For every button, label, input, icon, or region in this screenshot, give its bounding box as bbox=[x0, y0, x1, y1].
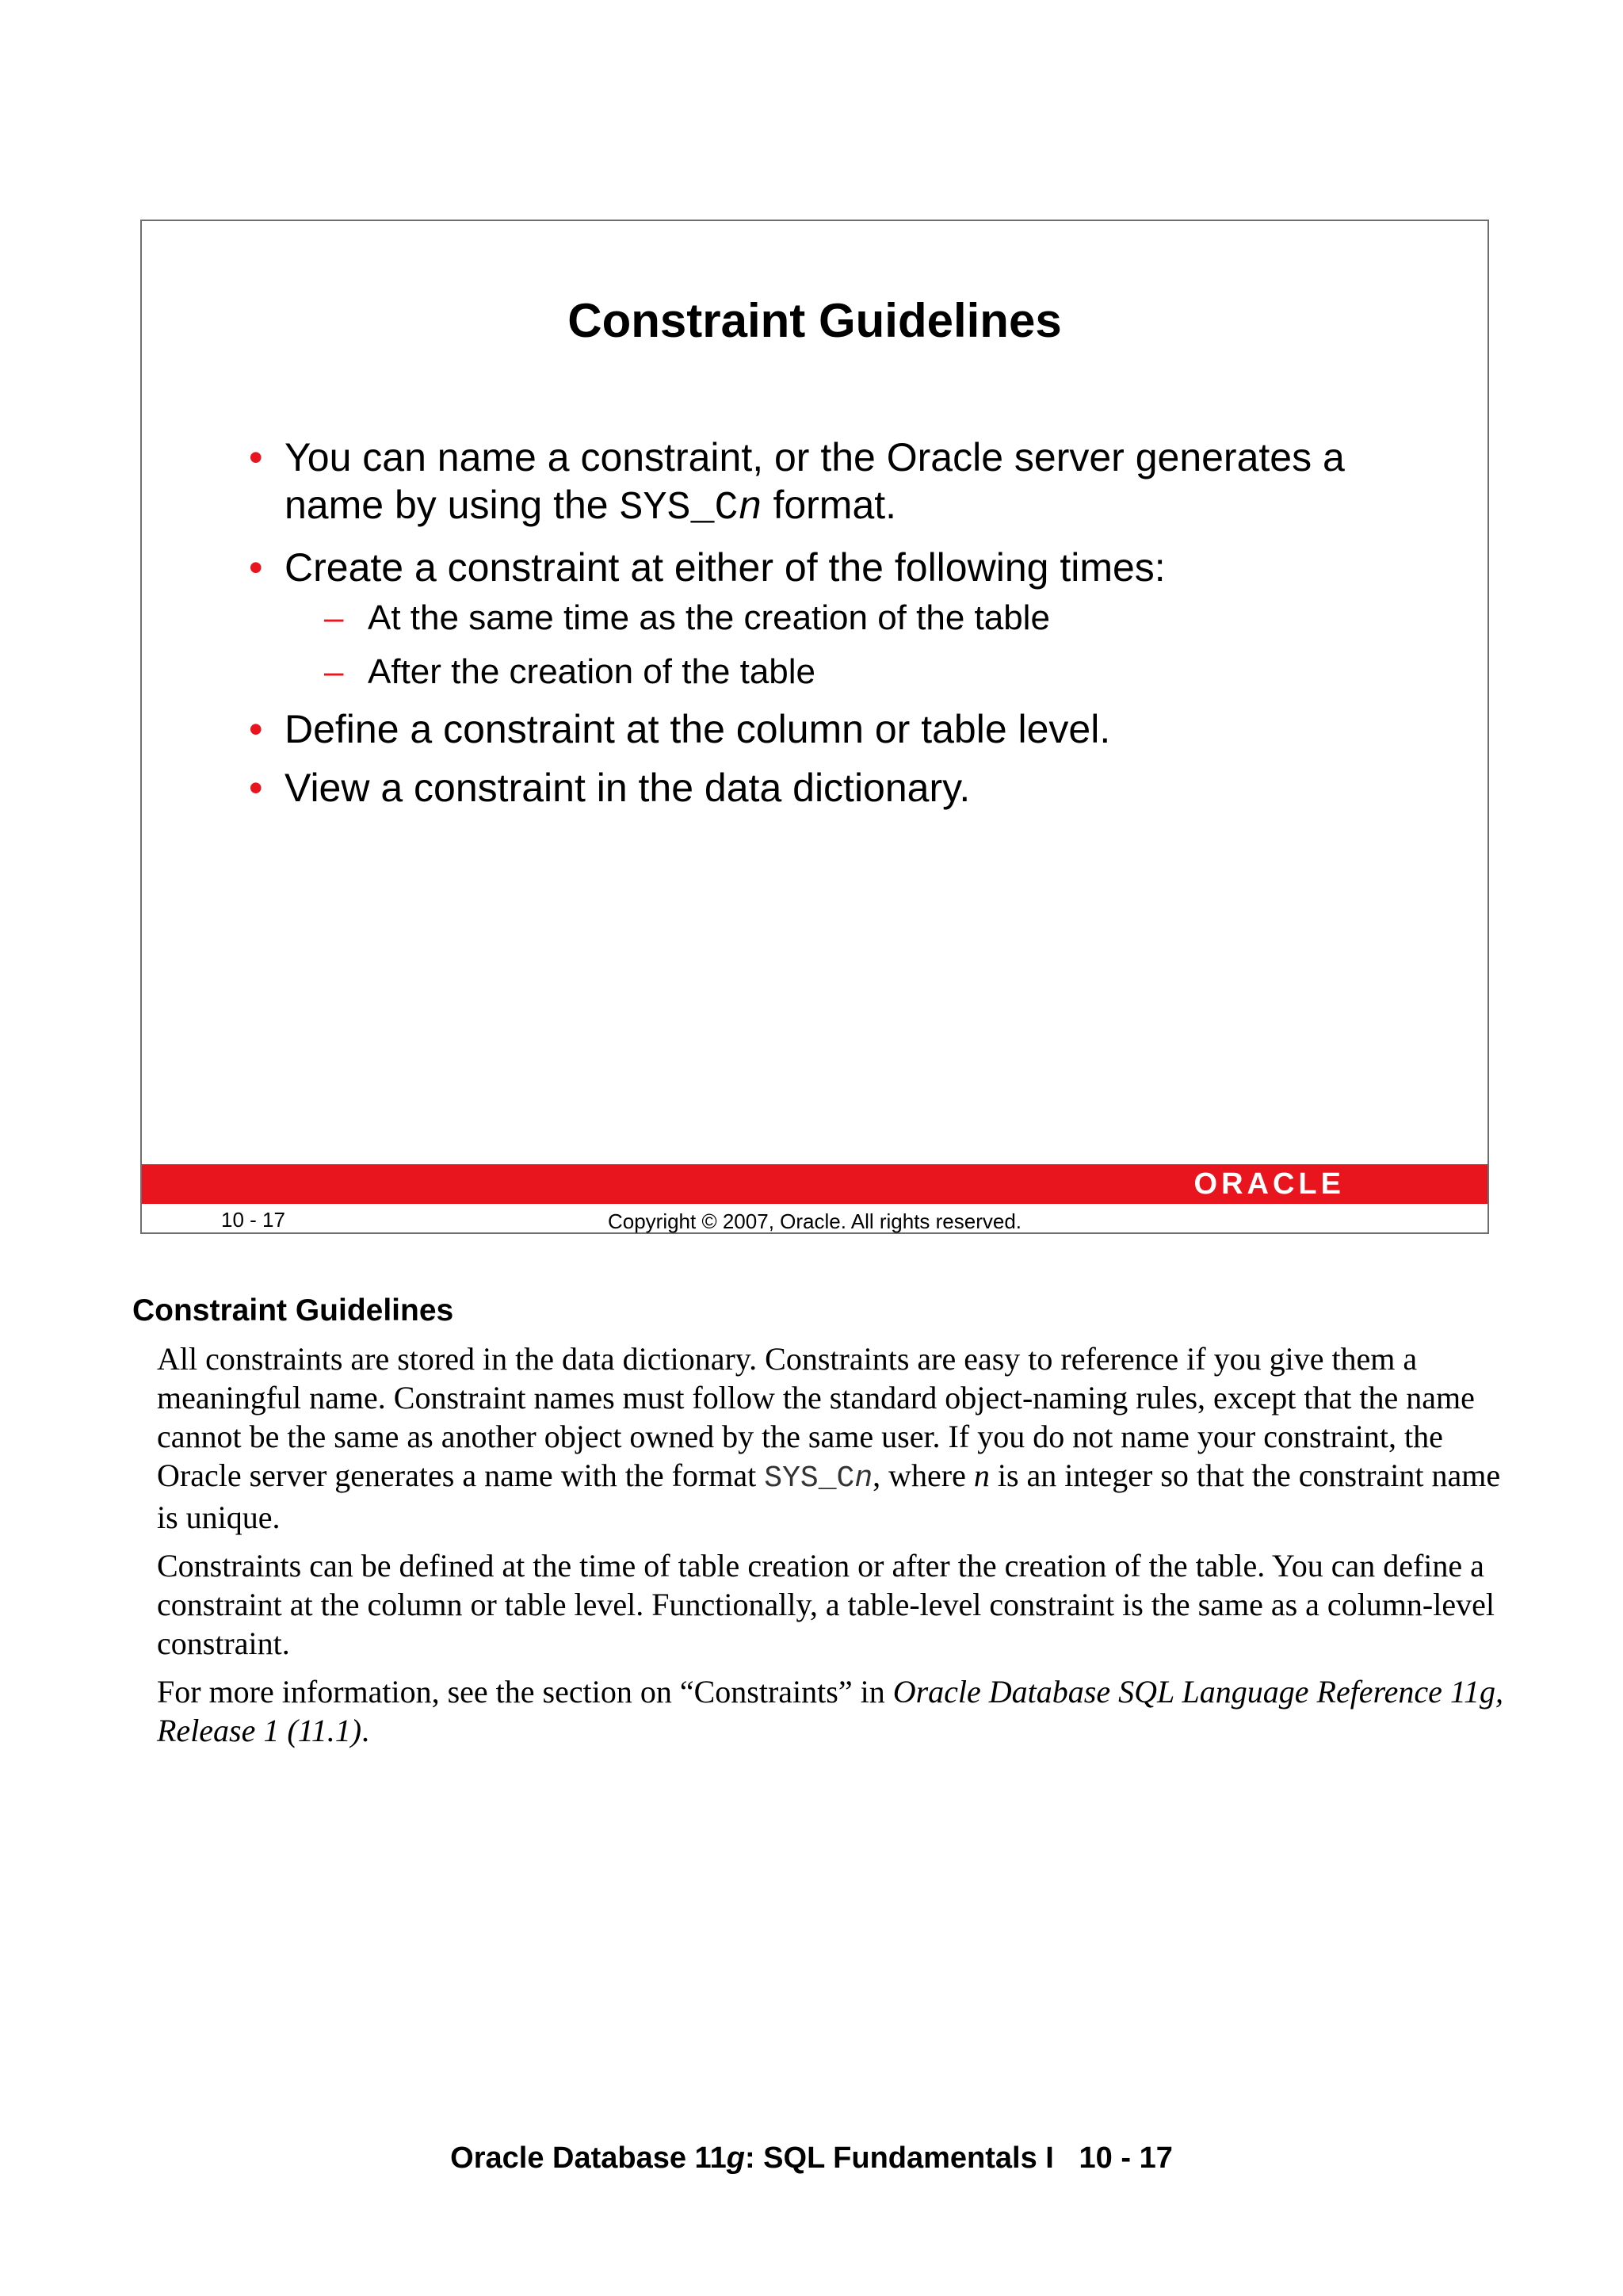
slide-title: Constraint Guidelines bbox=[567, 294, 1062, 347]
footer-text: Oracle Database 11 bbox=[450, 2141, 727, 2175]
bullet-text-end: format. bbox=[762, 483, 897, 527]
slide-number: 10 - 17 bbox=[221, 1208, 285, 1232]
notes-paragraph: Constraints can be defined at the time of table creation or after the creation of the table. You can define a constraint at the column or table level. Functionally, a table-level constraint is the same as a column-level constraint. bbox=[157, 1548, 1495, 1661]
code-italic-n: n bbox=[738, 486, 762, 531]
notes-text: , where bbox=[873, 1457, 974, 1493]
bullet-text: You can name a constraint, or the Oracle server generates a name by using the bbox=[285, 435, 1345, 527]
code-sys-c: SYS_C bbox=[619, 486, 739, 531]
code-italic-n: n bbox=[854, 1461, 873, 1496]
bullet-text: Create a constraint at either of the following times: bbox=[285, 545, 1166, 590]
slide bbox=[140, 220, 1489, 1234]
bullet-item bbox=[249, 764, 1422, 812]
italic-n: n bbox=[973, 1457, 990, 1493]
notes-text: . bbox=[361, 1713, 370, 1748]
bullet-item bbox=[249, 705, 1422, 753]
dash-icon: – bbox=[324, 652, 344, 691]
notes-text: For more information, see the section on “Constraints” in bbox=[157, 1674, 893, 1710]
notes-heading: Constraint Guidelines bbox=[132, 1293, 454, 1328]
sub-bullet-text: After the creation of the table bbox=[368, 652, 816, 691]
bullet-list bbox=[249, 434, 1422, 823]
footer-text: : SQL Fundamentals I 10 - 17 bbox=[744, 2141, 1173, 2175]
footer-italic-g: g bbox=[726, 2141, 745, 2175]
reference-title: Oracle Database SQL Language Reference 11g, Release 1 (11.1) bbox=[157, 1674, 1503, 1748]
notes-text: All constraints are stored in the data dictionary. Constraints are easy to reference if you give them a meaningful name. Constraint names must follow the standard object-naming rules, except that the name cannot be the same as another object owned by the same user. If you do not name your constraint, the Oracle server generates a name with the format bbox=[157, 1341, 1475, 1493]
page-footer bbox=[0, 2140, 1623, 2176]
sub-bullet-list bbox=[285, 598, 1422, 693]
sub-bullet-text: At the same time as the creation of the table bbox=[368, 598, 1050, 637]
bullet-text: Define a constraint at the column or table level. bbox=[285, 707, 1111, 751]
sub-bullet-item bbox=[285, 651, 1422, 693]
code-sys-c: SYS_C bbox=[764, 1461, 855, 1496]
oracle-logo: ORACLE bbox=[1193, 1167, 1345, 1201]
slide-footer-bar bbox=[142, 1164, 1487, 1204]
notes-paragraph bbox=[157, 1339, 1512, 1537]
bullet-dot-icon: • bbox=[249, 766, 263, 810]
bullet-item bbox=[249, 544, 1422, 693]
bullet-dot-icon: • bbox=[249, 435, 263, 479]
notes-paragraph bbox=[157, 1672, 1512, 1750]
bullet-item bbox=[249, 434, 1422, 533]
copyright-text: Copyright © 2007, Oracle. All rights reserved. bbox=[607, 1209, 1022, 1233]
notes-body bbox=[157, 1339, 1512, 1759]
bullet-dot-icon: • bbox=[249, 545, 263, 590]
bullet-text: View a constraint in the data dictionary. bbox=[285, 766, 971, 810]
notes-text: is an integer so that the constraint name is unique. bbox=[157, 1457, 1501, 1535]
dash-icon: – bbox=[324, 598, 344, 637]
bullet-dot-icon: • bbox=[249, 707, 263, 751]
sub-bullet-item bbox=[285, 598, 1422, 639]
